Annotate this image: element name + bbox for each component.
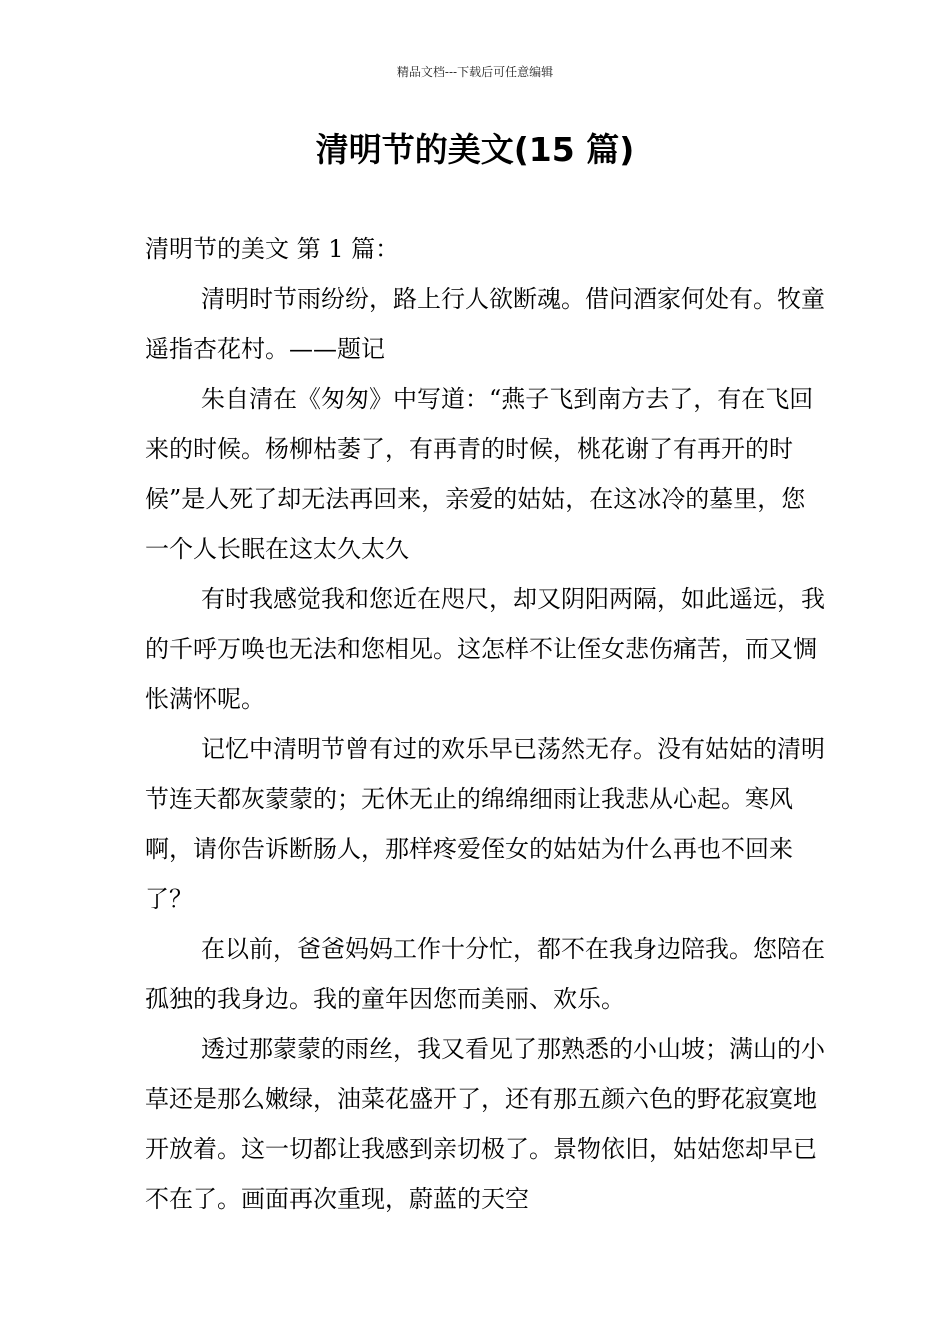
paragraph-2: 朱自清在《匆匆》中写道：“燕子飞到南方去了，有在飞回来的时候。杨柳枯萎了，有再青的时候，桃花谢了有再开的时候”是人死了却无法再回来，亲爱的姑姑，在这冰冷的墓里，您一个人长眠在这太久太久 [145,385,814,563]
document-title: 清明节的美文(15 篇) [315,130,635,169]
paragraph-5: 在以前，爸爸妈妈工作十分忙，都不在我身边陪我。您陪在孤独的我身边。我的童年因您而美丽、欢乐。 [145,935,825,1013]
paragraph-4: 记忆中清明节曾有过的欢乐早已荡然无存。没有姑姑的清明节连天都灰蒙蒙的；无休无止的绵绵细雨让我悲从心起。寒风啊，请你告诉断肠人，那样疼爱侄女的姑姑为什么再也不回来了？ [145,735,825,913]
paragraph-6: 透过那蒙蒙的雨丝，我又看见了那熟悉的小山坡；满山的小草还是那么嫩绿，油菜花盛开了，还有那五颜六色的野花寂寞地开放着。这一切都让我感到亲切极了。景物依旧，姑姑您却早已不在了。画面再次重现，蔚蓝的天空 [145,1035,825,1213]
paragraph-3: 有时我感觉我和您近在咫尺，却又阴阳两隔，如此遥远，我的千呼万唤也无法和您相见。这怎样不让侄女悲伤痛苦，而又惆怅满怀呢。 [145,585,825,713]
section-heading: 清明节的美文 第 1 篇： [145,235,400,263]
paragraph-1: 清明时节雨纷纷，路上行人欲断魂。借问酒家何处有。牧童遥指杏花村。——题记 [145,285,825,363]
header-note: 精品文档---下载后可任意编辑 [396,65,554,79]
document-body [145,224,825,1224]
